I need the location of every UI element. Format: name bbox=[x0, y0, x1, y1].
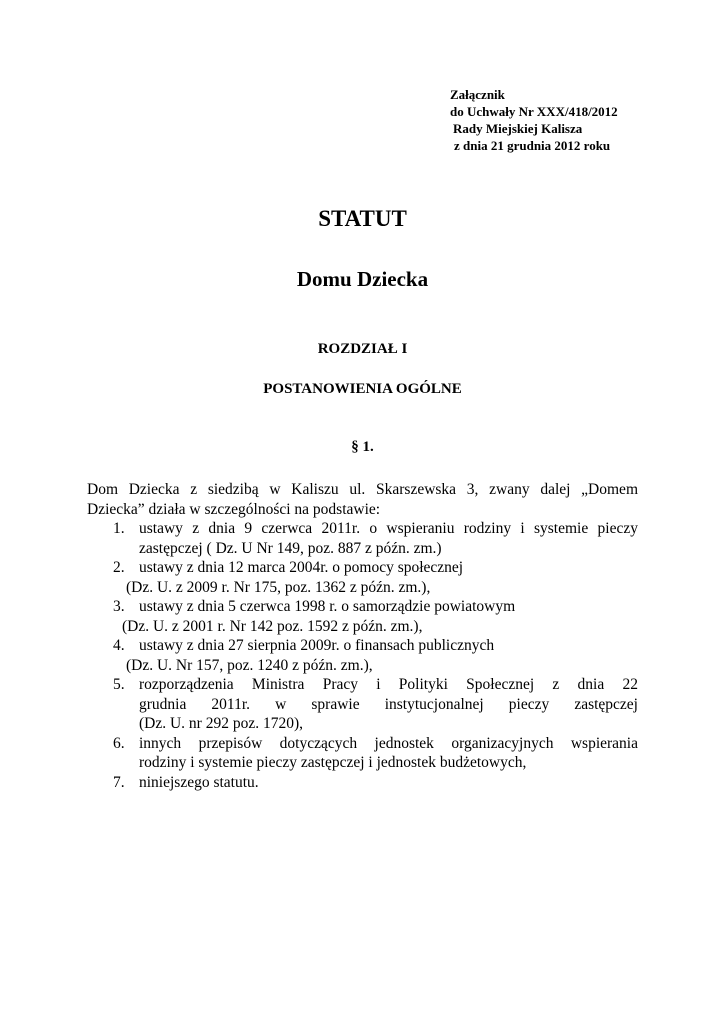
list-item-text: innych przepisów dotyczących jednostek organizacyjnych wspierania bbox=[139, 734, 638, 752]
list-item-number: 2. bbox=[113, 559, 125, 576]
list-item bbox=[113, 558, 638, 597]
list-item bbox=[113, 675, 638, 734]
list-item-number: 7. bbox=[113, 773, 125, 791]
list-item-number: 4. bbox=[113, 637, 125, 654]
attachment-line-2: do Uchwały Nr XXX/418/2012 bbox=[450, 104, 618, 119]
list-item-continuation: (Dz. U. z 2001 r. Nr 142 poz. 1592 z późn. zm.), bbox=[122, 617, 423, 635]
chapter-name: POSTANOWIENIA OGÓLNE bbox=[263, 381, 462, 397]
document-title: STATUT bbox=[318, 206, 407, 231]
list-item-continuation-2: (Dz. U. nr 292 poz. 1720), bbox=[139, 715, 304, 732]
intro-line-2: Dziecka” działa w szczególności na podstawie: bbox=[87, 500, 381, 518]
list-item bbox=[113, 519, 638, 558]
chapter-heading: ROZDZIAŁ I bbox=[317, 341, 408, 357]
list-item-text: ustawy z dnia 5 czerwca 1998 r. o samorządzie powiatowym bbox=[139, 598, 516, 615]
list-item bbox=[113, 636, 638, 675]
list-item bbox=[113, 773, 638, 793]
list-item bbox=[113, 597, 638, 636]
list-item-continuation: rodziny i systemie pieczy zastępczej i jednostek budżetowych, bbox=[139, 754, 527, 771]
list-item-continuation: (Dz. U. z 2009 r. Nr 175, poz. 1362 z późn. zm.), bbox=[126, 578, 431, 596]
list-item-number: 6. bbox=[113, 734, 125, 752]
intro-paragraph bbox=[87, 480, 638, 519]
document-body bbox=[87, 480, 638, 792]
list-item-continuation: zastępczej ( Dz. U Nr 149, poz. 887 z późn. zm.) bbox=[139, 539, 442, 557]
attachment-line-4: z dnia 21 grudnia 2012 roku bbox=[454, 138, 611, 153]
document-subtitle: Domu Dziecka bbox=[296, 267, 429, 291]
list-item-text: ustawy z dnia 9 czerwca 2011r. o wspieraniu rodziny i systemie pieczy bbox=[139, 520, 638, 537]
list-item-continuation: grudnia 2011r. w sprawie instytucjonalnej pieczy zastępczej bbox=[139, 695, 638, 713]
attachment-note bbox=[450, 86, 618, 154]
attachment-line-3: Rady Miejskiej Kalisza bbox=[453, 121, 583, 136]
attachment-line-1: Załącznik bbox=[450, 87, 505, 102]
list-item-continuation: (Dz. U. Nr 157, poz. 1240 z późn. zm.), bbox=[126, 656, 373, 674]
paragraph-number: § 1. bbox=[351, 439, 374, 455]
list-item-number: 5. bbox=[113, 676, 125, 693]
list-item-number: 1. bbox=[113, 520, 125, 537]
intro-line-1: Dom Dziecka z siedzibą w Kaliszu ul. Skarszewska 3, zwany dalej „Domem bbox=[87, 481, 638, 498]
list-item-text: ustawy z dnia 27 sierpnia 2009r. o finansach publicznych bbox=[139, 637, 495, 654]
legal-basis-list bbox=[87, 519, 638, 792]
list-item-text: rozporządzenia Ministra Pracy i Polityki Społecznej z dnia 22 bbox=[139, 676, 638, 693]
list-item-number: 3. bbox=[113, 598, 125, 615]
list-item-text: ustawy z dnia 12 marca 2004r. o pomocy społecznej bbox=[139, 559, 464, 576]
list-item-text: niniejszego statutu. bbox=[139, 773, 259, 791]
list-item bbox=[113, 734, 638, 773]
